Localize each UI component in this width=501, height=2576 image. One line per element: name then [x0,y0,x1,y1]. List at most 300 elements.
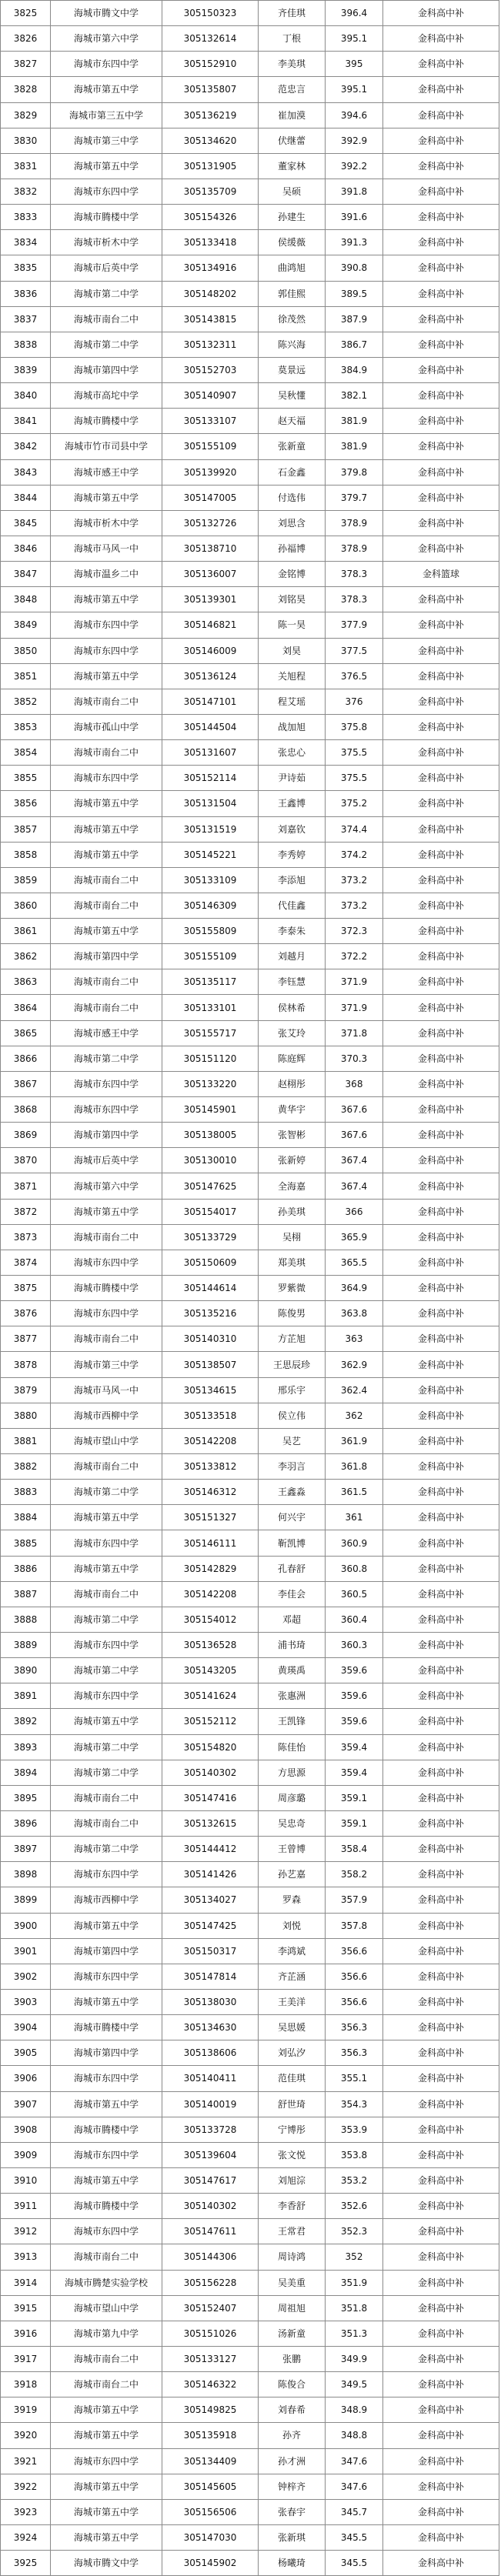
student-id-cell: 305152407 [162,2295,259,2321]
table-row [1,1020,499,1046]
student-id-cell: 305152112 [162,1709,259,1734]
table-row [1,1810,499,1836]
row-number-cell: 3905 [1,2040,51,2066]
class-name-cell: 金科高中补 [383,816,499,842]
row-number-cell: 3890 [1,1658,51,1683]
school-name-cell: 海城市腾楼中学 [51,2194,162,2219]
student-name-cell: 黄瑛禹 [259,1658,326,1683]
table-row [1,1607,499,1632]
student-name-cell: 张新婷 [259,1148,326,1173]
table-row [1,1224,499,1250]
class-name-cell: 金科高中补 [383,1658,499,1683]
class-name-cell: 金科高中补 [383,536,499,561]
school-name-cell: 海城市第五中学 [51,1199,162,1224]
row-number-cell: 3898 [1,1862,51,1887]
table-row [1,944,499,969]
table-row [1,1097,499,1123]
student-id-cell: 305147625 [162,1173,259,1199]
row-number-cell: 3833 [1,205,51,230]
student-id-cell: 305131504 [162,791,259,816]
row-number-cell: 3906 [1,2066,51,2091]
row-number-cell: 3830 [1,128,51,153]
row-number-cell: 3826 [1,26,51,52]
school-name-cell: 海城市腾楼中学 [51,2117,162,2142]
score-cell: 360.4 [326,1607,383,1632]
table-row [1,714,499,739]
student-name-cell: 舒世琦 [259,2091,326,2117]
student-id-cell: 305147611 [162,2219,259,2244]
student-name-cell: 张文悦 [259,2142,326,2167]
table-row [1,587,499,612]
score-cell: 358.4 [326,1837,383,1862]
table-row [1,893,499,918]
student-name-cell: 李羽言 [259,1454,326,1480]
class-name-cell: 金科高中补 [383,1352,499,1377]
class-name-cell: 金科高中补 [383,893,499,918]
class-name-cell: 金科高中补 [383,766,499,791]
score-cell: 390.8 [326,255,383,281]
student-id-cell: 305155109 [162,434,259,459]
score-cell: 351.8 [326,2295,383,2321]
class-name-cell: 金科高中补 [383,2295,499,2321]
score-cell: 368 [326,1071,383,1096]
table-row [1,663,499,689]
row-number-cell: 3894 [1,1760,51,1785]
score-cell: 395 [326,52,383,77]
student-id-cell: 305150609 [162,1250,259,1275]
class-name-cell: 金科高中补 [383,306,499,332]
student-id-cell: 305133220 [162,1071,259,1096]
student-name-cell: 周彦璐 [259,1785,326,1810]
school-name-cell: 海城市感王中学 [51,459,162,485]
table-row [1,2066,499,2091]
school-name-cell: 海城市东四中学 [51,612,162,638]
student-id-cell: 305146322 [162,2372,259,2397]
class-name-cell: 金科高中补 [383,842,499,867]
school-name-cell: 海城市东四中学 [51,1683,162,1709]
school-name-cell: 海城市第五中学 [51,1505,162,1530]
table-row [1,1454,499,1480]
student-id-cell: 305146111 [162,1530,259,1556]
class-name-cell: 金科高中补 [383,485,499,510]
class-name-cell: 金科高中补 [383,1964,499,1989]
row-number-cell: 3831 [1,153,51,179]
student-name-cell: 刘铭昊 [259,587,326,612]
student-id-cell: 305133812 [162,1454,259,1480]
table-row [1,281,499,306]
school-name-cell: 海城市第六中学 [51,26,162,52]
class-name-cell: 金科高中补 [383,383,499,409]
class-name-cell: 金科高中补 [383,1505,499,1530]
score-cell: 367.6 [326,1123,383,1148]
table-row [1,2551,499,2576]
student-name-cell: 吴栩 [259,1224,326,1250]
table-row [1,1250,499,1275]
student-id-cell: 305140310 [162,1326,259,1352]
class-name-cell: 金科高中补 [383,2091,499,2117]
student-id-cell: 305144614 [162,1276,259,1301]
student-id-cell: 305154326 [162,205,259,230]
school-name-cell: 海城市第五中学 [51,2423,162,2448]
table-row [1,1199,499,1224]
student-id-cell: 305147814 [162,1964,259,1989]
row-number-cell: 3921 [1,2448,51,2474]
score-cell: 367.4 [326,1173,383,1199]
score-cell: 345.7 [326,2499,383,2524]
student-name-cell: 王常君 [259,2219,326,2244]
score-cell: 360.3 [326,1633,383,1658]
school-name-cell: 海城市第五中学 [51,791,162,816]
school-name-cell: 海城市第二中学 [51,1480,162,1505]
student-name-cell: 董家林 [259,153,326,179]
class-name-cell: 金科高中补 [383,26,499,52]
school-name-cell: 海城市高坨中学 [51,383,162,409]
table-row [1,459,499,485]
school-name-cell: 海城市南台二中 [51,969,162,995]
class-name-cell: 金科高中补 [383,2474,499,2499]
table-row [1,1785,499,1810]
student-name-cell: 代佳鑫 [259,893,326,918]
school-name-cell: 海城市东四中学 [51,52,162,77]
table-row [1,995,499,1020]
class-name-cell: 金科高中补 [383,791,499,816]
student-name-cell: 张新琪 [259,2524,326,2550]
class-name-cell: 金科高中补 [383,1480,499,1505]
student-id-cell: 305143205 [162,1658,259,1683]
score-cell: 386.7 [326,332,383,357]
row-number-cell: 3832 [1,179,51,204]
score-cell: 391.3 [326,230,383,255]
student-id-cell: 305141624 [162,1683,259,1709]
school-name-cell: 海城市东四中学 [51,1301,162,1326]
class-name-cell: 金科高中补 [383,1887,499,1913]
table-row [1,816,499,842]
student-name-cell: 罗森 [259,1887,326,1913]
table-row [1,1709,499,1734]
student-name-cell: 靳凯博 [259,1530,326,1556]
score-cell: 371.8 [326,1020,383,1046]
row-number-cell: 3865 [1,1020,51,1046]
row-number-cell: 3853 [1,714,51,739]
score-cell: 379.7 [326,485,383,510]
score-cell: 360.8 [326,1556,383,1581]
score-cell: 356.6 [326,1964,383,1989]
school-name-cell: 海城市第五中学 [51,919,162,944]
student-id-cell: 305134615 [162,1377,259,1403]
table-row [1,510,499,536]
row-number-cell: 3895 [1,1785,51,1810]
class-name-cell: 金科高中补 [383,230,499,255]
school-name-cell: 海城市第二中学 [51,281,162,306]
school-name-cell: 海城市第四中学 [51,1123,162,1148]
row-number-cell: 3915 [1,2295,51,2321]
class-name-cell: 金科高中补 [383,663,499,689]
student-id-cell: 305139301 [162,587,259,612]
score-cell: 348.9 [326,2397,383,2423]
table-row [1,1377,499,1403]
table-row [1,2346,499,2371]
student-id-cell: 305150323 [162,1,259,26]
student-name-cell: 刘旭淙 [259,2167,326,2193]
row-number-cell: 3841 [1,409,51,434]
table-row [1,1480,499,1505]
class-name-cell: 金科高中补 [383,867,499,893]
score-cell: 361.9 [326,1428,383,1453]
student-id-cell: 305138030 [162,1989,259,2014]
score-cell: 367.4 [326,1148,383,1173]
student-id-cell: 305142829 [162,1556,259,1581]
class-name-cell: 金科高中补 [383,205,499,230]
student-id-cell: 305138710 [162,536,259,561]
row-number-cell: 3837 [1,306,51,332]
class-name-cell: 金科高中补 [383,2167,499,2193]
table-row [1,1428,499,1453]
student-name-cell: 赵栩彤 [259,1071,326,1096]
class-name-cell: 金科高中补 [383,2448,499,2474]
row-number-cell: 3877 [1,1326,51,1352]
score-cell: 359.1 [326,1785,383,1810]
score-cell: 381.9 [326,409,383,434]
table-row [1,638,499,663]
student-id-cell: 305138005 [162,1123,259,1148]
table-row [1,1887,499,1913]
student-name-cell: 黄华宇 [259,1097,326,1123]
score-cell: 378.9 [326,536,383,561]
student-id-cell: 305140302 [162,1760,259,1785]
table-row [1,1530,499,1556]
student-name-cell: 张新童 [259,434,326,459]
score-cell: 387.9 [326,306,383,332]
student-id-cell: 305142208 [162,1428,259,1453]
student-id-cell: 305135117 [162,969,259,995]
row-number-cell: 3866 [1,1046,51,1071]
school-name-cell: 海城市第五中学 [51,2091,162,2117]
student-name-cell: 李添旭 [259,867,326,893]
table-row [1,612,499,638]
class-name-cell: 金科高中补 [383,1454,499,1480]
student-id-cell: 305131607 [162,740,259,766]
school-name-cell: 海城市东四中学 [51,766,162,791]
row-number-cell: 3836 [1,281,51,306]
row-number-cell: 3911 [1,2194,51,2219]
student-name-cell: 宁博彤 [259,2117,326,2142]
row-number-cell: 3916 [1,2321,51,2346]
class-name-cell: 金科高中补 [383,2499,499,2524]
school-name-cell: 海城市望山中学 [51,1428,162,1453]
school-name-cell: 海城市第五中学 [51,816,162,842]
student-id-cell: 305154017 [162,1199,259,1224]
table-row [1,128,499,153]
student-id-cell: 305133101 [162,995,259,1020]
student-id-cell: 305147416 [162,1785,259,1810]
score-cell: 361.8 [326,1454,383,1480]
table-row [1,102,499,128]
student-name-cell: 李钰慧 [259,969,326,995]
class-name-cell: 金科高中补 [383,2551,499,2576]
score-cell: 349.9 [326,2346,383,2371]
table-row [1,332,499,357]
student-id-cell: 305141426 [162,1862,259,1887]
class-name-cell: 金科高中补 [383,2040,499,2066]
row-number-cell: 3897 [1,1837,51,1862]
row-number-cell: 3913 [1,2244,51,2270]
student-name-cell: 邢乐宇 [259,1377,326,1403]
student-id-cell: 305152910 [162,52,259,77]
score-cell: 353.2 [326,2167,383,2193]
school-name-cell: 海城市第五中学 [51,2474,162,2499]
student-id-cell: 305144504 [162,714,259,739]
score-cell: 371.9 [326,995,383,1020]
student-id-cell: 305132614 [162,26,259,52]
student-id-cell: 305155717 [162,1020,259,1046]
school-name-cell: 海城市第五中学 [51,2397,162,2423]
school-name-cell: 海城市温乡二中 [51,562,162,587]
student-id-cell: 305140907 [162,383,259,409]
student-name-cell: 刘悦 [259,1913,326,1938]
student-id-cell: 305134620 [162,128,259,153]
table-row [1,1505,499,1530]
score-cell: 395.1 [326,77,383,102]
score-cell: 351.9 [326,2270,383,2295]
student-name-cell: 陈俊男 [259,1301,326,1326]
school-name-cell: 海城市东四中学 [51,638,162,663]
row-number-cell: 3873 [1,1224,51,1250]
school-name-cell: 海城市后英中学 [51,255,162,281]
score-cell: 362 [326,1403,383,1428]
class-name-cell: 金科高中补 [383,689,499,714]
class-name-cell: 金科高中补 [383,153,499,179]
student-id-cell: 305155109 [162,944,259,969]
student-name-cell: 王凯锋 [259,1709,326,1734]
score-cell: 378.3 [326,587,383,612]
table-row [1,179,499,204]
school-name-cell: 海城市第四中学 [51,2040,162,2066]
school-name-cell: 海城市西柳中学 [51,1403,162,1428]
student-id-cell: 305147005 [162,485,259,510]
student-name-cell: 范忠言 [259,77,326,102]
class-name-cell: 金科高中补 [383,587,499,612]
table-row [1,1938,499,1964]
student-name-cell: 李泰朱 [259,919,326,944]
row-number-cell: 3876 [1,1301,51,1326]
score-cell: 359.6 [326,1709,383,1734]
school-name-cell: 海城市第四中学 [51,357,162,382]
row-number-cell: 3840 [1,383,51,409]
score-cell: 349.5 [326,2372,383,2397]
row-number-cell: 3884 [1,1505,51,1530]
school-name-cell: 海城市孤山中学 [51,714,162,739]
row-number-cell: 3859 [1,867,51,893]
school-name-cell: 海城市南台二中 [51,1785,162,1810]
class-name-cell: 金科高中补 [383,1556,499,1581]
student-id-cell: 305154820 [162,1734,259,1760]
school-name-cell: 海城市南台二中 [51,306,162,332]
student-name-cell: 罗紫微 [259,1276,326,1301]
class-name-cell: 金科高中补 [383,1633,499,1658]
table-row [1,1837,499,1862]
score-cell: 374.4 [326,816,383,842]
student-name-cell: 齐佳琪 [259,1,326,26]
table-row [1,230,499,255]
row-number-cell: 3867 [1,1071,51,1096]
score-cell: 377.9 [326,612,383,638]
school-name-cell: 海城市东四中学 [51,2142,162,2167]
student-id-cell: 305151327 [162,1505,259,1530]
class-name-cell: 金科高中补 [383,1377,499,1403]
student-name-cell: 陈一昊 [259,612,326,638]
student-name-cell: 吴艺 [259,1428,326,1453]
class-name-cell: 金科高中补 [383,740,499,766]
score-cell: 362.4 [326,1377,383,1403]
school-name-cell: 海城市南台二中 [51,1810,162,1836]
class-name-cell: 金科高中补 [383,1097,499,1123]
table-row [1,919,499,944]
student-id-cell: 305132615 [162,1810,259,1836]
school-name-cell: 海城市后英中学 [51,1148,162,1173]
school-name-cell: 海城市东四中学 [51,2448,162,2474]
table-row [1,766,499,791]
table-row [1,1352,499,1377]
school-name-cell: 海城市析木中学 [51,510,162,536]
school-name-cell: 海城市第二中学 [51,1734,162,1760]
table-row [1,867,499,893]
class-name-cell: 金科高中补 [383,2372,499,2397]
score-cell: 347.6 [326,2448,383,2474]
score-cell: 354.3 [326,2091,383,2117]
table-row [1,2321,499,2346]
row-number-cell: 3910 [1,2167,51,2193]
score-cell: 347.6 [326,2474,383,2499]
row-number-cell: 3896 [1,1810,51,1836]
row-number-cell: 3879 [1,1377,51,1403]
table-row [1,2219,499,2244]
student-id-cell: 305131905 [162,153,259,179]
score-cell: 378.3 [326,562,383,587]
school-name-cell: 海城市东四中学 [51,1071,162,1096]
class-name-cell: 金科高中补 [383,714,499,739]
row-number-cell: 3900 [1,1913,51,1938]
class-name-cell: 金科高中补 [383,1581,499,1607]
student-id-cell: 305144306 [162,2244,259,2270]
class-name-cell: 金科高中补 [383,1199,499,1224]
class-name-cell: 金科高中补 [383,409,499,434]
student-name-cell: 曲鸿旭 [259,255,326,281]
class-name-cell: 金科高中补 [383,1530,499,1556]
table-row [1,1760,499,1785]
class-name-cell: 金科高中补 [383,1250,499,1275]
class-name-cell: 金科高中补 [383,638,499,663]
score-cell: 345.5 [326,2524,383,2550]
class-name-cell: 金科高中补 [383,1607,499,1632]
student-id-cell: 305135709 [162,179,259,204]
student-name-cell: 孔春舒 [259,1556,326,1581]
class-name-cell: 金科高中补 [383,1276,499,1301]
score-cell: 365.9 [326,1224,383,1250]
school-name-cell: 海城市第二中学 [51,1607,162,1632]
school-name-cell: 海城市第二中学 [51,332,162,357]
student-name-cell: 张惠洲 [259,1683,326,1709]
row-number-cell: 3852 [1,689,51,714]
school-name-cell: 海城市南台二中 [51,867,162,893]
row-number-cell: 3849 [1,612,51,638]
student-name-cell: 李香舒 [259,2194,326,2219]
class-name-cell: 金科高中补 [383,1046,499,1071]
score-cell: 355.1 [326,2066,383,2091]
row-number-cell: 3886 [1,1556,51,1581]
score-cell: 377.5 [326,638,383,663]
score-cell: 356.3 [326,2015,383,2040]
row-number-cell: 3887 [1,1581,51,1607]
